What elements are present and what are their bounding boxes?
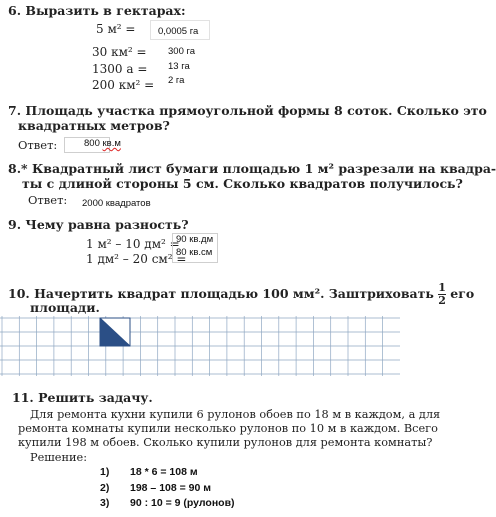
task11-title: 11. Решить задачу. [12, 390, 153, 405]
task11-step3-number: 3) [100, 497, 110, 509]
task11-step2-number: 2) [100, 482, 110, 494]
task11-step1: 18 * 6 = 108 м [130, 466, 198, 478]
task10-grid [0, 316, 400, 378]
task11-step2: 198 – 108 = 90 м [130, 482, 212, 494]
task11-step1-number: 1) [100, 466, 110, 478]
task9-title: 9. Чему равна разность? [8, 217, 189, 232]
task6-row1-left: 5 м² = [96, 22, 136, 36]
task11-line3: купили 198 м обоев. Сколько купили рулонов для ремонта комнаты? [18, 436, 433, 449]
task11-line2: ремонта комнаты купили несколько рулонов по 10 м в каждом. Всего [18, 422, 438, 435]
task11-solution-label: Решение: [30, 451, 88, 464]
task6-row2-answer: 300 га [168, 46, 196, 57]
task7-answer-number: 800 [84, 138, 100, 149]
task10-fraction-den: 2 [438, 294, 446, 307]
task7-answer-unit: кв.м [102, 138, 121, 149]
task10-line1-text: 10. Начертить квадрат площадью 100 мм². Заштриховать [8, 286, 434, 301]
task9-row1-answer: 90 кв.дм [176, 234, 214, 245]
task7-line2: квадратных метров? [18, 118, 170, 133]
task8-line1: 8.* Квадратный лист бумаги площадью 1 м² разрезали на квадра- [8, 161, 496, 176]
task6-row4-left: 200 км² = [92, 78, 155, 92]
task7-answer-label: Ответ: [18, 138, 58, 152]
task11-line1: Для ремонта кухни купили 6 рулонов обоев по 18 м в каждом, а для [30, 408, 441, 421]
task10-line2: площади. [30, 300, 100, 315]
task6-row1-answer: 0,0005 га [158, 26, 199, 37]
task10-line1-end: его [450, 286, 475, 301]
task6-row3-left: 1300 а = [92, 62, 148, 76]
task10-fraction-num: 1 [438, 281, 446, 294]
task10-fraction [438, 283, 446, 306]
task8-line2: ты с длиной стороны 5 см. Сколько квадратов получилось? [22, 176, 463, 191]
task9-row2-answer: 80 кв.см [176, 247, 213, 258]
task6-title: 6. Выразить в гектарах: [8, 3, 186, 18]
task8-answer-label: Ответ: [28, 193, 68, 207]
task9-row1-left: 1 м² – 10 дм² = [86, 237, 180, 251]
task9-row2-left: 1 дм² – 20 см² = [86, 252, 187, 266]
task7-line1: 7. Площадь участка прямоугольной формы 8 соток. Сколько это [8, 103, 487, 118]
task7-answer [84, 138, 121, 149]
task10-square [100, 318, 130, 346]
task8-answer: 2000 квадратов [82, 198, 151, 209]
task6-row4-answer: 2 га [168, 75, 185, 86]
task6-row2-left: 30 км² = [92, 45, 147, 59]
task6-row3-answer: 13 га [168, 61, 190, 72]
task11-step3: 90 : 10 = 9 (рулонов) [130, 497, 235, 509]
